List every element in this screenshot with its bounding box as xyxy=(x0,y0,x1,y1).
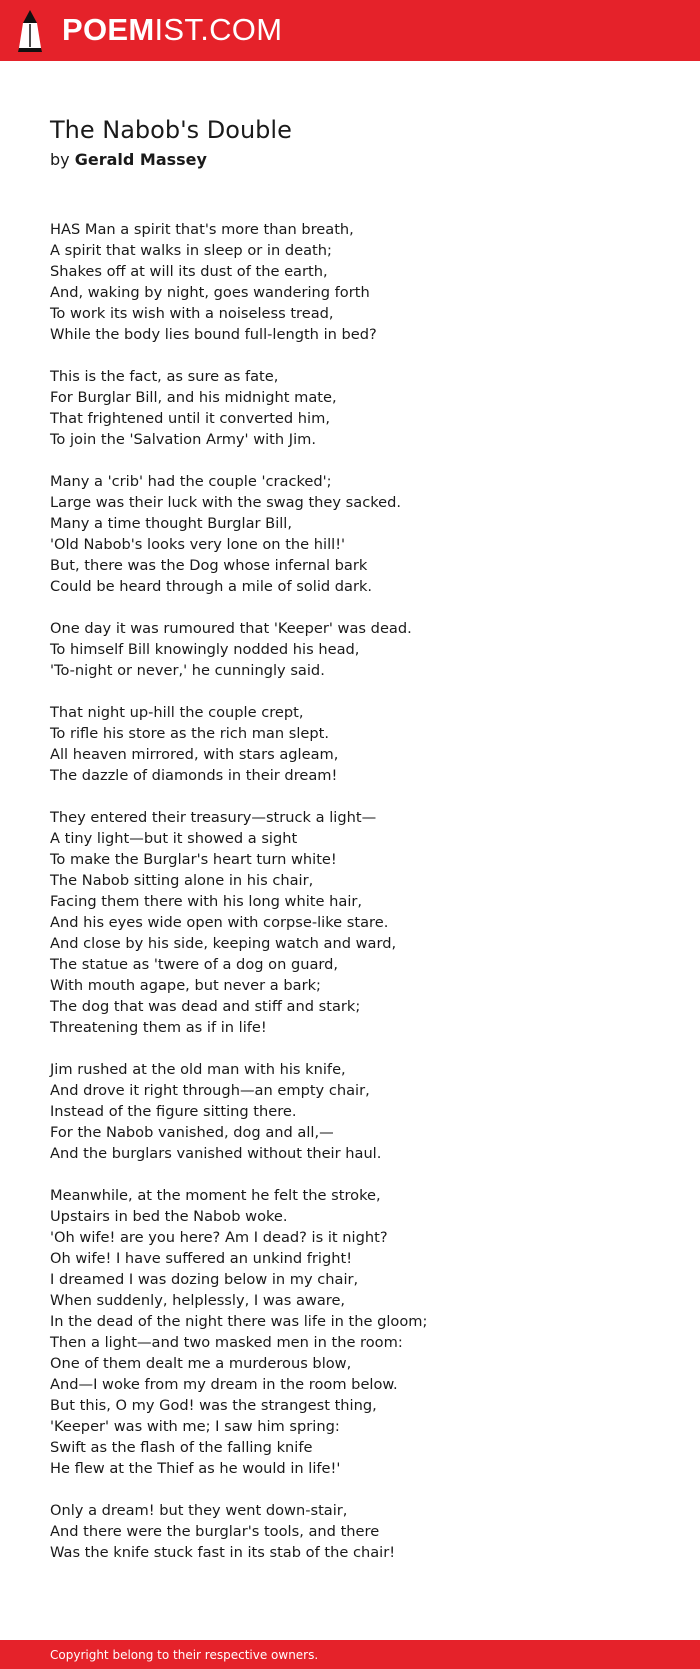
poem-line: In the dead of the night there was life in the gloom; xyxy=(50,1313,428,1330)
poem-line: Instead of the figure sitting there. xyxy=(50,1103,297,1120)
poem-line: Meanwhile, at the moment he felt the stroke, xyxy=(50,1187,381,1204)
poem-line: And, waking by night, goes wandering forth xyxy=(50,284,370,301)
poem-title: The Nabob's Double xyxy=(50,116,292,144)
poem-line: Could be heard through a mile of solid dark. xyxy=(50,578,373,595)
site-logo-text[interactable] xyxy=(62,12,282,48)
stanza xyxy=(50,366,650,450)
poem-line: Many a time thought Burglar Bill, xyxy=(50,515,292,532)
poem-line: A spirit that walks in sleep or in death; xyxy=(50,242,332,259)
author-name: Gerald Massey xyxy=(74,150,207,169)
poem-line: The dazzle of diamonds in their dream! xyxy=(50,767,338,784)
poem-line: A tiny light—but it showed a sight xyxy=(50,830,298,847)
by-label: by xyxy=(50,150,70,169)
brand-bold: POEM xyxy=(62,12,155,47)
poem-line: And close by his side, keeping watch and ward, xyxy=(50,935,397,952)
poem-line: To rifle his store as the rich man slept. xyxy=(50,725,330,742)
poem-line: Many a 'crib' had the couple 'cracked'; xyxy=(50,473,332,490)
pencil-logo-icon[interactable] xyxy=(17,10,43,52)
site-footer xyxy=(0,1640,700,1669)
poem-line: 'Keeper' was with me; I saw him spring: xyxy=(50,1418,340,1435)
poem-line: That frightened until it converted him, xyxy=(50,410,330,427)
poem-line: And his eyes wide open with corpse-like stare. xyxy=(50,914,389,931)
poem-line: One of them dealt me a murderous blow, xyxy=(50,1355,352,1372)
poem-line: HAS Man a spirit that's more than breath, xyxy=(50,221,354,238)
poem-line: Shakes off at will its dust of the earth, xyxy=(50,263,328,280)
poem-line: For Burglar Bill, and his midnight mate, xyxy=(50,389,337,406)
poem-line: But, there was the Dog whose infernal bark xyxy=(50,557,368,574)
poem-line: But this, O my God! was the strangest thing, xyxy=(50,1397,377,1414)
byline xyxy=(50,149,207,171)
stanza xyxy=(50,219,650,345)
stanza xyxy=(50,618,650,681)
copyright-text: Copyright belong to their respective owners. xyxy=(50,1648,319,1662)
poem-body xyxy=(50,219,650,1584)
poem-line: With mouth agape, but never a bark; xyxy=(50,977,321,994)
poem-line: They entered their treasury—struck a light— xyxy=(50,809,377,826)
stanza xyxy=(50,1059,650,1164)
brand-light: IST.COM xyxy=(154,12,283,47)
poem-line: 'Oh wife! are you here? Am I dead? is it night? xyxy=(50,1229,388,1246)
poem-line: The dog that was dead and stiff and stark; xyxy=(50,998,361,1015)
poem-line: Oh wife! I have suffered an unkind fright! xyxy=(50,1250,353,1267)
poem-line: Was the knife stuck fast in its stab of the chair! xyxy=(50,1544,396,1561)
poem-line: To work its wish with a noiseless tread, xyxy=(50,305,334,322)
poem-line: He flew at the Thief as he would in life!' xyxy=(50,1460,341,1477)
stanza xyxy=(50,1185,650,1479)
poem-line: 'To-night or never,' he cunningly said. xyxy=(50,662,325,679)
poem-line: For the Nabob vanished, dog and all,— xyxy=(50,1124,334,1141)
stanza xyxy=(50,1500,650,1563)
poem-line: Then a light—and two masked men in the room: xyxy=(50,1334,403,1351)
stanza xyxy=(50,807,650,1038)
poem-line: And—I woke from my dream in the room below. xyxy=(50,1376,398,1393)
poem-line: 'Old Nabob's looks very lone on the hill!' xyxy=(50,536,346,553)
poem-line: And the burglars vanished without their haul. xyxy=(50,1145,382,1162)
poem-line: When suddenly, helplessly, I was aware, xyxy=(50,1292,346,1309)
poem-line: I dreamed I was dozing below in my chair, xyxy=(50,1271,359,1288)
poem-line: Only a dream! but they went down-stair, xyxy=(50,1502,348,1519)
poem-line: Facing them there with his long white hair, xyxy=(50,893,363,910)
poem-line: The Nabob sitting alone in his chair, xyxy=(50,872,314,889)
poem-line: The statue as 'twere of a dog on guard, xyxy=(50,956,339,973)
poem-line: This is the fact, as sure as fate, xyxy=(50,368,279,385)
stanza xyxy=(50,702,650,786)
poem-line: And drove it right through—an empty chair, xyxy=(50,1082,370,1099)
poem-line: While the body lies bound full-length in bed? xyxy=(50,326,377,343)
poem-line: To join the 'Salvation Army' with Jim. xyxy=(50,431,317,448)
poem-line: To make the Burglar's heart turn white! xyxy=(50,851,337,868)
poem-line: That night up-hill the couple crept, xyxy=(50,704,304,721)
poem-line: One day it was rumoured that 'Keeper' was dead. xyxy=(50,620,412,637)
poem-line: Swift as the flash of the falling knife xyxy=(50,1439,313,1456)
stanza xyxy=(50,471,650,597)
poem-line: Large was their luck with the swag they sacked. xyxy=(50,494,402,511)
poem-line: Jim rushed at the old man with his knife, xyxy=(50,1061,346,1078)
site-header xyxy=(0,0,700,61)
poem-line: To himself Bill knowingly nodded his head, xyxy=(50,641,360,658)
poem-line: All heaven mirrored, with stars agleam, xyxy=(50,746,339,763)
poem-line: Upstairs in bed the Nabob woke. xyxy=(50,1208,288,1225)
poem-line: And there were the burglar's tools, and there xyxy=(50,1523,380,1540)
poem-line: Threatening them as if in life! xyxy=(50,1019,267,1036)
